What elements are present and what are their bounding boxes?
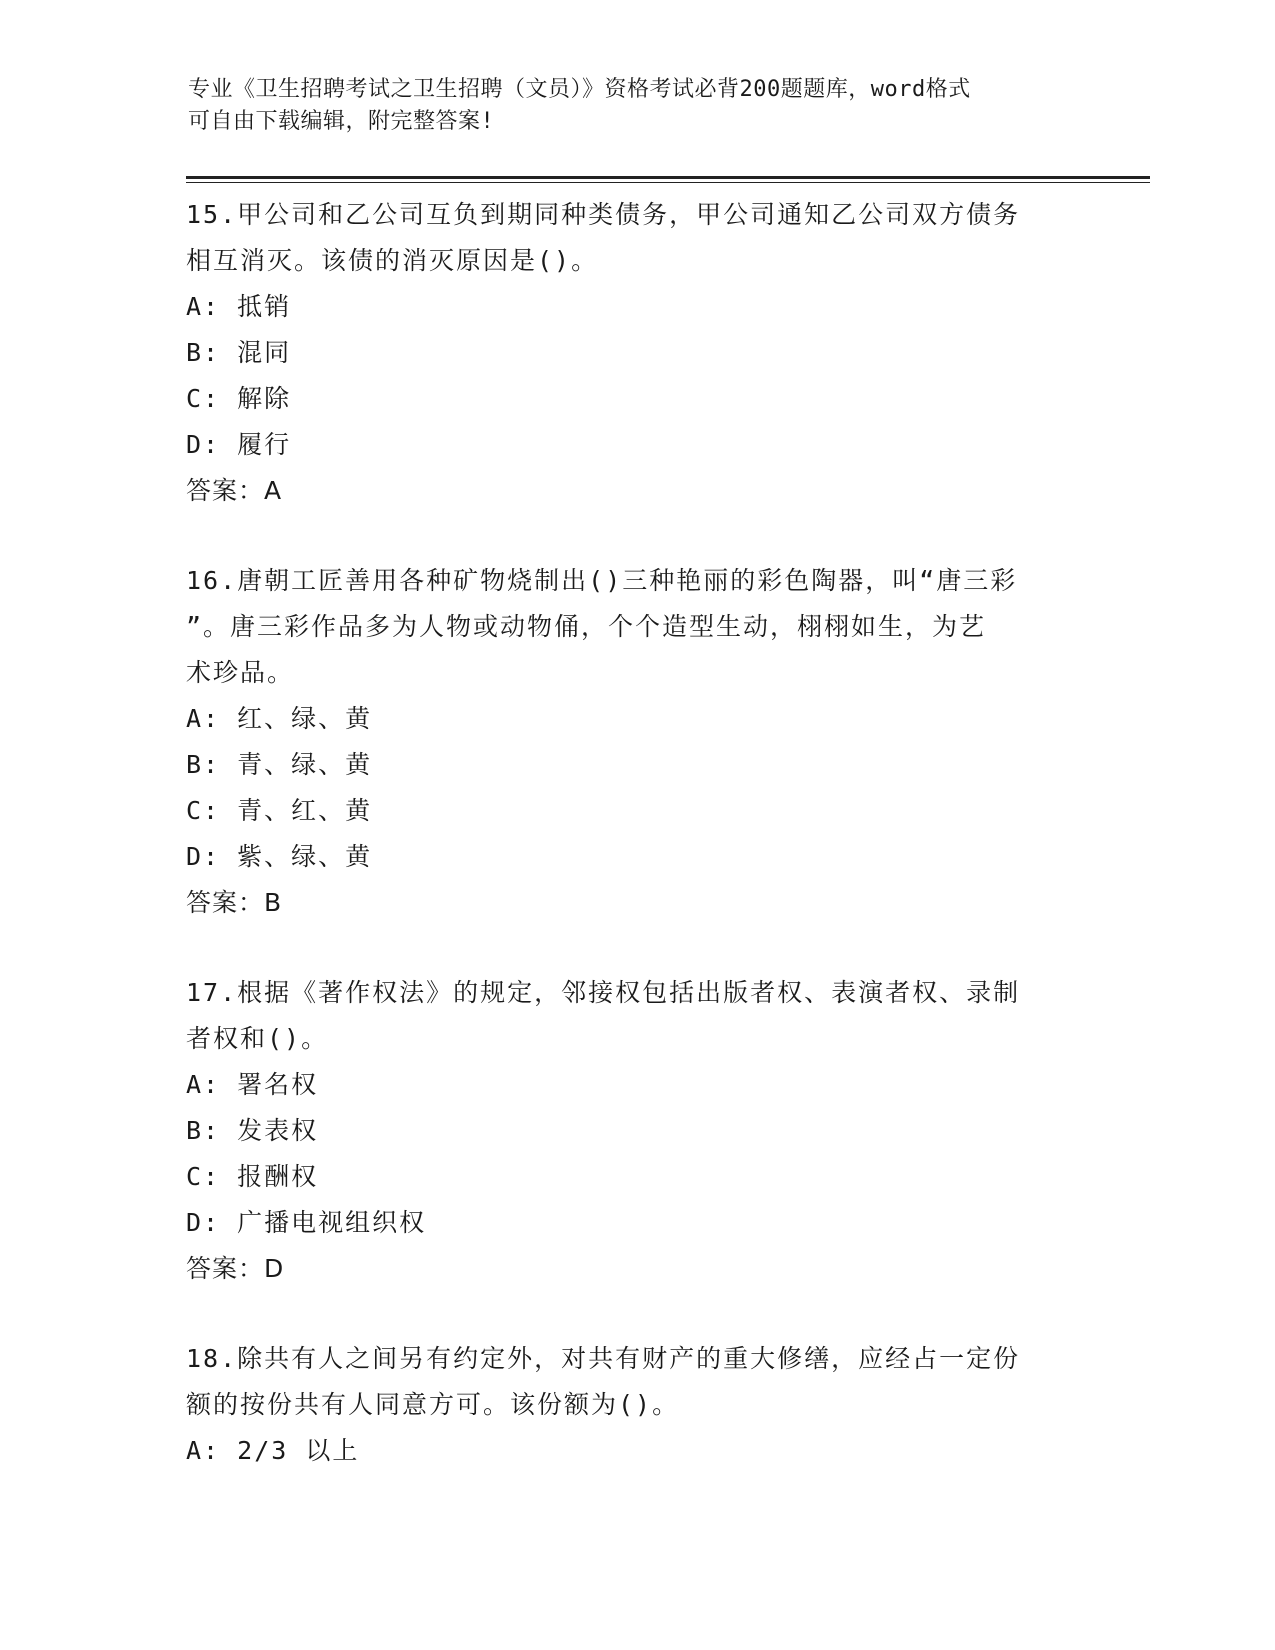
- option-a: A: 2/3 以上: [186, 1436, 360, 1465]
- option-c: C: 青、红、黄: [186, 796, 373, 825]
- option-a: A: 抵销: [186, 292, 292, 321]
- answer: 答案：B: [186, 888, 283, 917]
- question-15: [186, 192, 1086, 514]
- question-line: 额的按份共有人同意方可。该份额为()。: [186, 1390, 680, 1419]
- question-line: 17.根据《著作权法》的规定，邻接权包括出版者权、表演者权、录制: [186, 978, 1021, 1007]
- question-line: 者权和()。: [186, 1024, 329, 1053]
- question-line: 18.除共有人之间另有约定外，对共有财产的重大修缮，应经占一定份: [186, 1344, 1021, 1373]
- option-a: A: 署名权: [186, 1070, 319, 1099]
- question-line: 术珍品。: [186, 658, 295, 687]
- option-a: A: 红、绿、黄: [186, 704, 373, 733]
- question-line: ”。唐三彩作品多为人物或动物俑，个个造型生动，栩栩如生，为艺: [186, 612, 987, 641]
- option-c: C: 解除: [186, 384, 292, 413]
- option-d: D: 履行: [186, 430, 292, 459]
- question-17: [186, 970, 1086, 1292]
- question-text: [186, 1336, 1086, 1428]
- option-c: C: 报酬权: [186, 1162, 319, 1191]
- answer: 答案：A: [186, 476, 283, 505]
- option-b: B: 青、绿、黄: [186, 750, 373, 779]
- question-16: [186, 558, 1086, 926]
- option-b: B: 混同: [186, 338, 292, 367]
- option-d: D: 广播电视组织权: [186, 1208, 427, 1237]
- document-header: [188, 74, 1068, 138]
- header-divider-thick: [186, 176, 1150, 179]
- question-line: 16.唐朝工匠善用各种矿物烧制出()三种艳丽的彩色陶器，叫“唐三彩: [186, 566, 1018, 595]
- question-text: [186, 192, 1086, 284]
- question-18: [186, 1336, 1086, 1474]
- option-b: B: 发表权: [186, 1116, 319, 1145]
- answer: 答案：D: [186, 1254, 285, 1283]
- question-list: [186, 192, 1086, 1518]
- question-line: 15.甲公司和乙公司互负到期同种类债务，甲公司通知乙公司双方债务: [186, 200, 1021, 229]
- option-d: D: 紫、绿、黄: [186, 842, 373, 871]
- question-text: [186, 558, 1086, 696]
- header-line-2: 可自由下载编辑，附完整答案!: [188, 109, 495, 134]
- question-line: 相互消灭。该债的消灭原因是()。: [186, 246, 599, 275]
- header-line-1: 专业《卫生招聘考试之卫生招聘（文员）》资格考试必背200题题库，word格式: [188, 77, 971, 102]
- question-text: [186, 970, 1086, 1062]
- header-divider-thin: [186, 182, 1150, 183]
